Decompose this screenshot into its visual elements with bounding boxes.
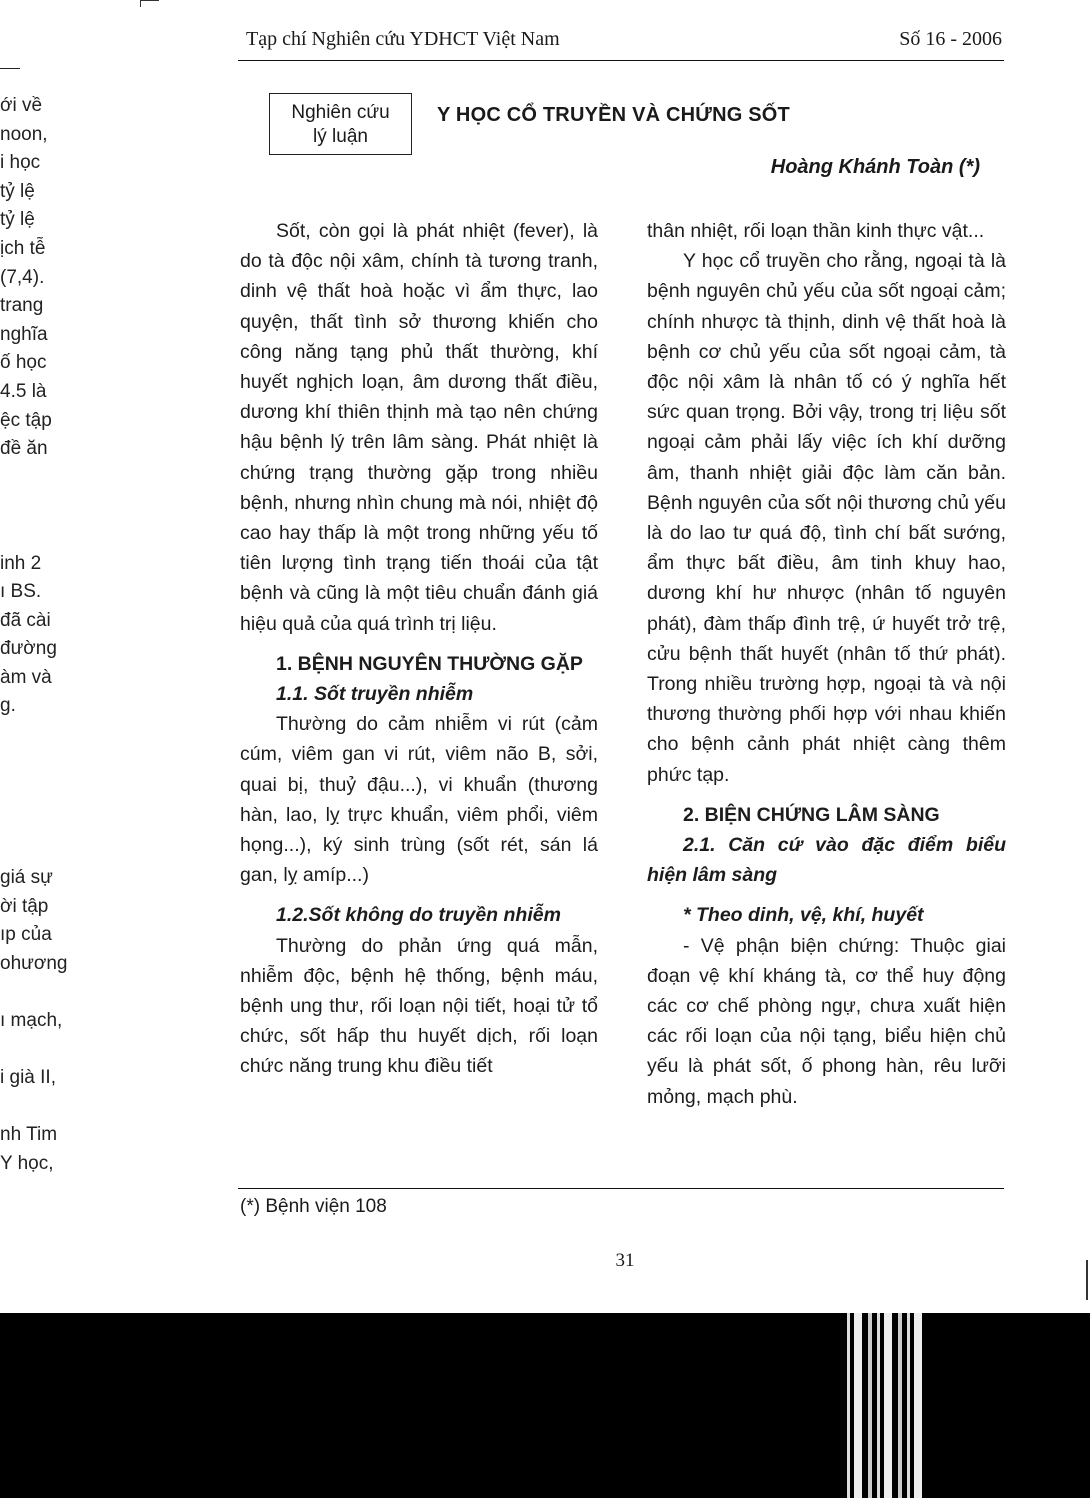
- scanner-black-band: [0, 1313, 1090, 1498]
- heading-1-2: 1.2.Sốt không do truyền nhiễm: [276, 904, 561, 927]
- fragment-gap: [0, 464, 72, 493]
- fragment-line: nh Tim: [0, 1124, 58, 1146]
- previous-page-rule: [0, 68, 20, 69]
- fragment-line: tỷ lệ: [0, 209, 35, 231]
- fragment-gap: [0, 835, 72, 864]
- fragment-line: i già II,: [0, 1067, 56, 1089]
- fragment-line: tỷ lệ: [0, 180, 35, 202]
- fragment-line: noon,: [0, 123, 48, 145]
- intro-paragraph: Sốt, còn gọi là phát nhiệt (fever), là do tà độc nội xâm, chính tà tương tranh, dinh vệ thất hoà hoặc vì ẩm thực, lao quyện, thất tình sở thương khiến cho công năng tạng phủ thất thường, khí huyết nghịch loạn, âm dương thất điều, dương khí thiên thịnh mà tạo nên chứng hậu bệnh lý trên lâm sàng. Phát nhiệt là chứng trạng thường gặp trong nhiều bệnh, nhưng nhìn chung mà nói, nhiệt độ cao hay thấp là một trong những yếu tố tiên lượng tình trạng tiến thoái của tật bệnh và cũng là một tiêu chuẩn đánh giá hiệu quả của quá trình trị liệu.: [240, 220, 598, 635]
- fragment-gap: [0, 750, 72, 779]
- fragment-line: 4.5 là: [0, 380, 47, 402]
- paragraph-2-1: - Vệ phận biện chứng: Thuộc giai đoạn vệ khí kháng tà, cơ thể huy động các cơ chế phòng ngự, chưa xuất hiện các rối loạn của nội tạng, biểu hiện chủ yếu là phát sốt, ố phong hàn, rêu lưỡi mỏng, mạch phù.: [647, 934, 1006, 1108]
- fragment-gap: [0, 778, 72, 807]
- paragraph-2: Y học cổ truyền cho rằng, ngoại tà là bệnh nguyên chủ yếu của sốt ngoại cảm; chính nhược tà thịnh, dinh vệ thất hoà là bệnh cơ chủ yếu của sốt ngoại cảm, tà độc nội xâm là nhân tố có ý nghĩa hết sức quan trọng. Bởi vậy, trong trị liệu sốt ngoại cảm phải lấy việc ích khí dưỡng âm, thanh nhiệt giải độc làm căn bản. Bệnh nguyên của sốt nội thương chủ yếu là do lao tư quá độ, tình chí bất sướng, ẩm thực bất điều, âm tinh khuy hao, dương khí hư nhược (nhân tố nguyên phát), đàm thấp đình trệ, ứ huyết trở trệ, cửu bệnh thất huyết (nhân tố thứ phát). Trong nhiều trường hợp, ngoại tà và nội thương thường phối hợp với nhau khiến cho bệnh cảnh phát nhiệt càng thêm phức tạp.: [647, 250, 1006, 786]
- scanner-stripe-artifact: [842, 1313, 922, 1498]
- heading-star: * Theo dinh, vệ, khí, huyết: [683, 904, 924, 927]
- fragment-line: đường: [0, 638, 57, 660]
- section-label-line2: lý luận: [313, 126, 368, 147]
- issue-number: Số 16 - 2006: [899, 28, 1002, 50]
- fragment-line: ohương: [0, 952, 68, 974]
- scan-edge-mark: [1086, 1260, 1088, 1300]
- fragment-line: i học: [0, 152, 41, 174]
- section-label-box: [269, 93, 412, 155]
- fragment-gap: [0, 721, 72, 750]
- fragment-gap: [0, 807, 72, 836]
- journal-name: Tạp chí Nghiên cứu YDHCT Việt Nam: [246, 28, 560, 50]
- right-column: [647, 216, 1006, 1112]
- fragment-line: trang: [0, 295, 44, 317]
- fragment-line: ı BS.: [0, 581, 42, 603]
- page-number: 31: [615, 1250, 635, 1271]
- fragment-gap: [0, 492, 72, 521]
- continued-paragraph: thân nhiệt, rối loạn thần kinh thực vật...: [647, 220, 985, 242]
- paragraph-1-1: Thường do cảm nhiễm vi rút (cảm cúm, viêm gan vi rút, viêm não B, sởi, quai bị, thuỷ đậu...), vi khuẩn (thương hàn, lao, lỵ trực khuẩn, viêm phổi, viêm họng...), ký sinh trùng (sốt rét, sán lá gan, lỵ amíp...): [240, 713, 598, 887]
- footnote: (*) Bệnh viện 108: [240, 1196, 387, 1217]
- fragment-line: (7,4).: [0, 266, 45, 288]
- fragment-line: nghĩa: [0, 323, 48, 345]
- scan-corner-mark: [140, 0, 159, 7]
- header-rule: [238, 60, 1004, 61]
- article-author: Hoàng Khánh Toàn (*): [770, 156, 980, 178]
- paragraph-1-2: Thường do phản ứng quá mẫn, nhiễm độc, bệnh hệ thống, bệnh máu, bệnh ung thư, rối loạn nội tiết, hoại tử tổ chức, sốt hấp thu huyết dịch, rối loạn chức năng trung khu điều tiết: [240, 934, 598, 1078]
- article-title: Y HỌC CỔ TRUYỀN VÀ CHỨNG SỐT: [437, 104, 790, 126]
- fragment-line: ới về: [0, 95, 43, 116]
- fragment-line: ệc tập: [0, 409, 52, 431]
- fragment-line: ời tập: [0, 895, 49, 917]
- fragment-line: Y học,: [0, 1152, 54, 1174]
- fragment-line: ố học: [0, 352, 47, 374]
- section-label-line1: Nghiên cứu: [291, 102, 390, 123]
- running-header: [246, 28, 1002, 56]
- fragment-gap: [0, 1036, 72, 1065]
- footnote-rule: [238, 1188, 1004, 1189]
- fragment-line: ıp của: [0, 924, 52, 946]
- fragment-line: ı mạch,: [0, 1010, 63, 1031]
- fragment-gap: [0, 521, 72, 550]
- left-column: [240, 216, 598, 1082]
- heading-1: 1. BỆNH NGUYÊN THƯỜNG GẶP: [276, 652, 583, 675]
- fragment-gap: [0, 978, 72, 1007]
- previous-page-fragment: [0, 92, 72, 1179]
- fragment-line: giá sự: [0, 867, 53, 889]
- heading-2-1: 2.1. Căn cứ vào đặc điểm biểu hiện lâm sàng: [647, 834, 1006, 887]
- heading-2: 2. BIỆN CHỨNG LÂM SÀNG: [683, 803, 940, 826]
- heading-1-1: 1.1. Sốt truyền nhiễm: [276, 683, 474, 706]
- fragment-line: ịch tễ: [0, 237, 46, 259]
- fragment-line: inh 2: [0, 552, 42, 574]
- fragment-line: àm và: [0, 666, 52, 688]
- fragment-line: đề ăn: [0, 438, 48, 460]
- fragment-line: g.: [0, 695, 16, 717]
- fragment-gap: [0, 1093, 72, 1122]
- fragment-line: đã cài: [0, 609, 51, 631]
